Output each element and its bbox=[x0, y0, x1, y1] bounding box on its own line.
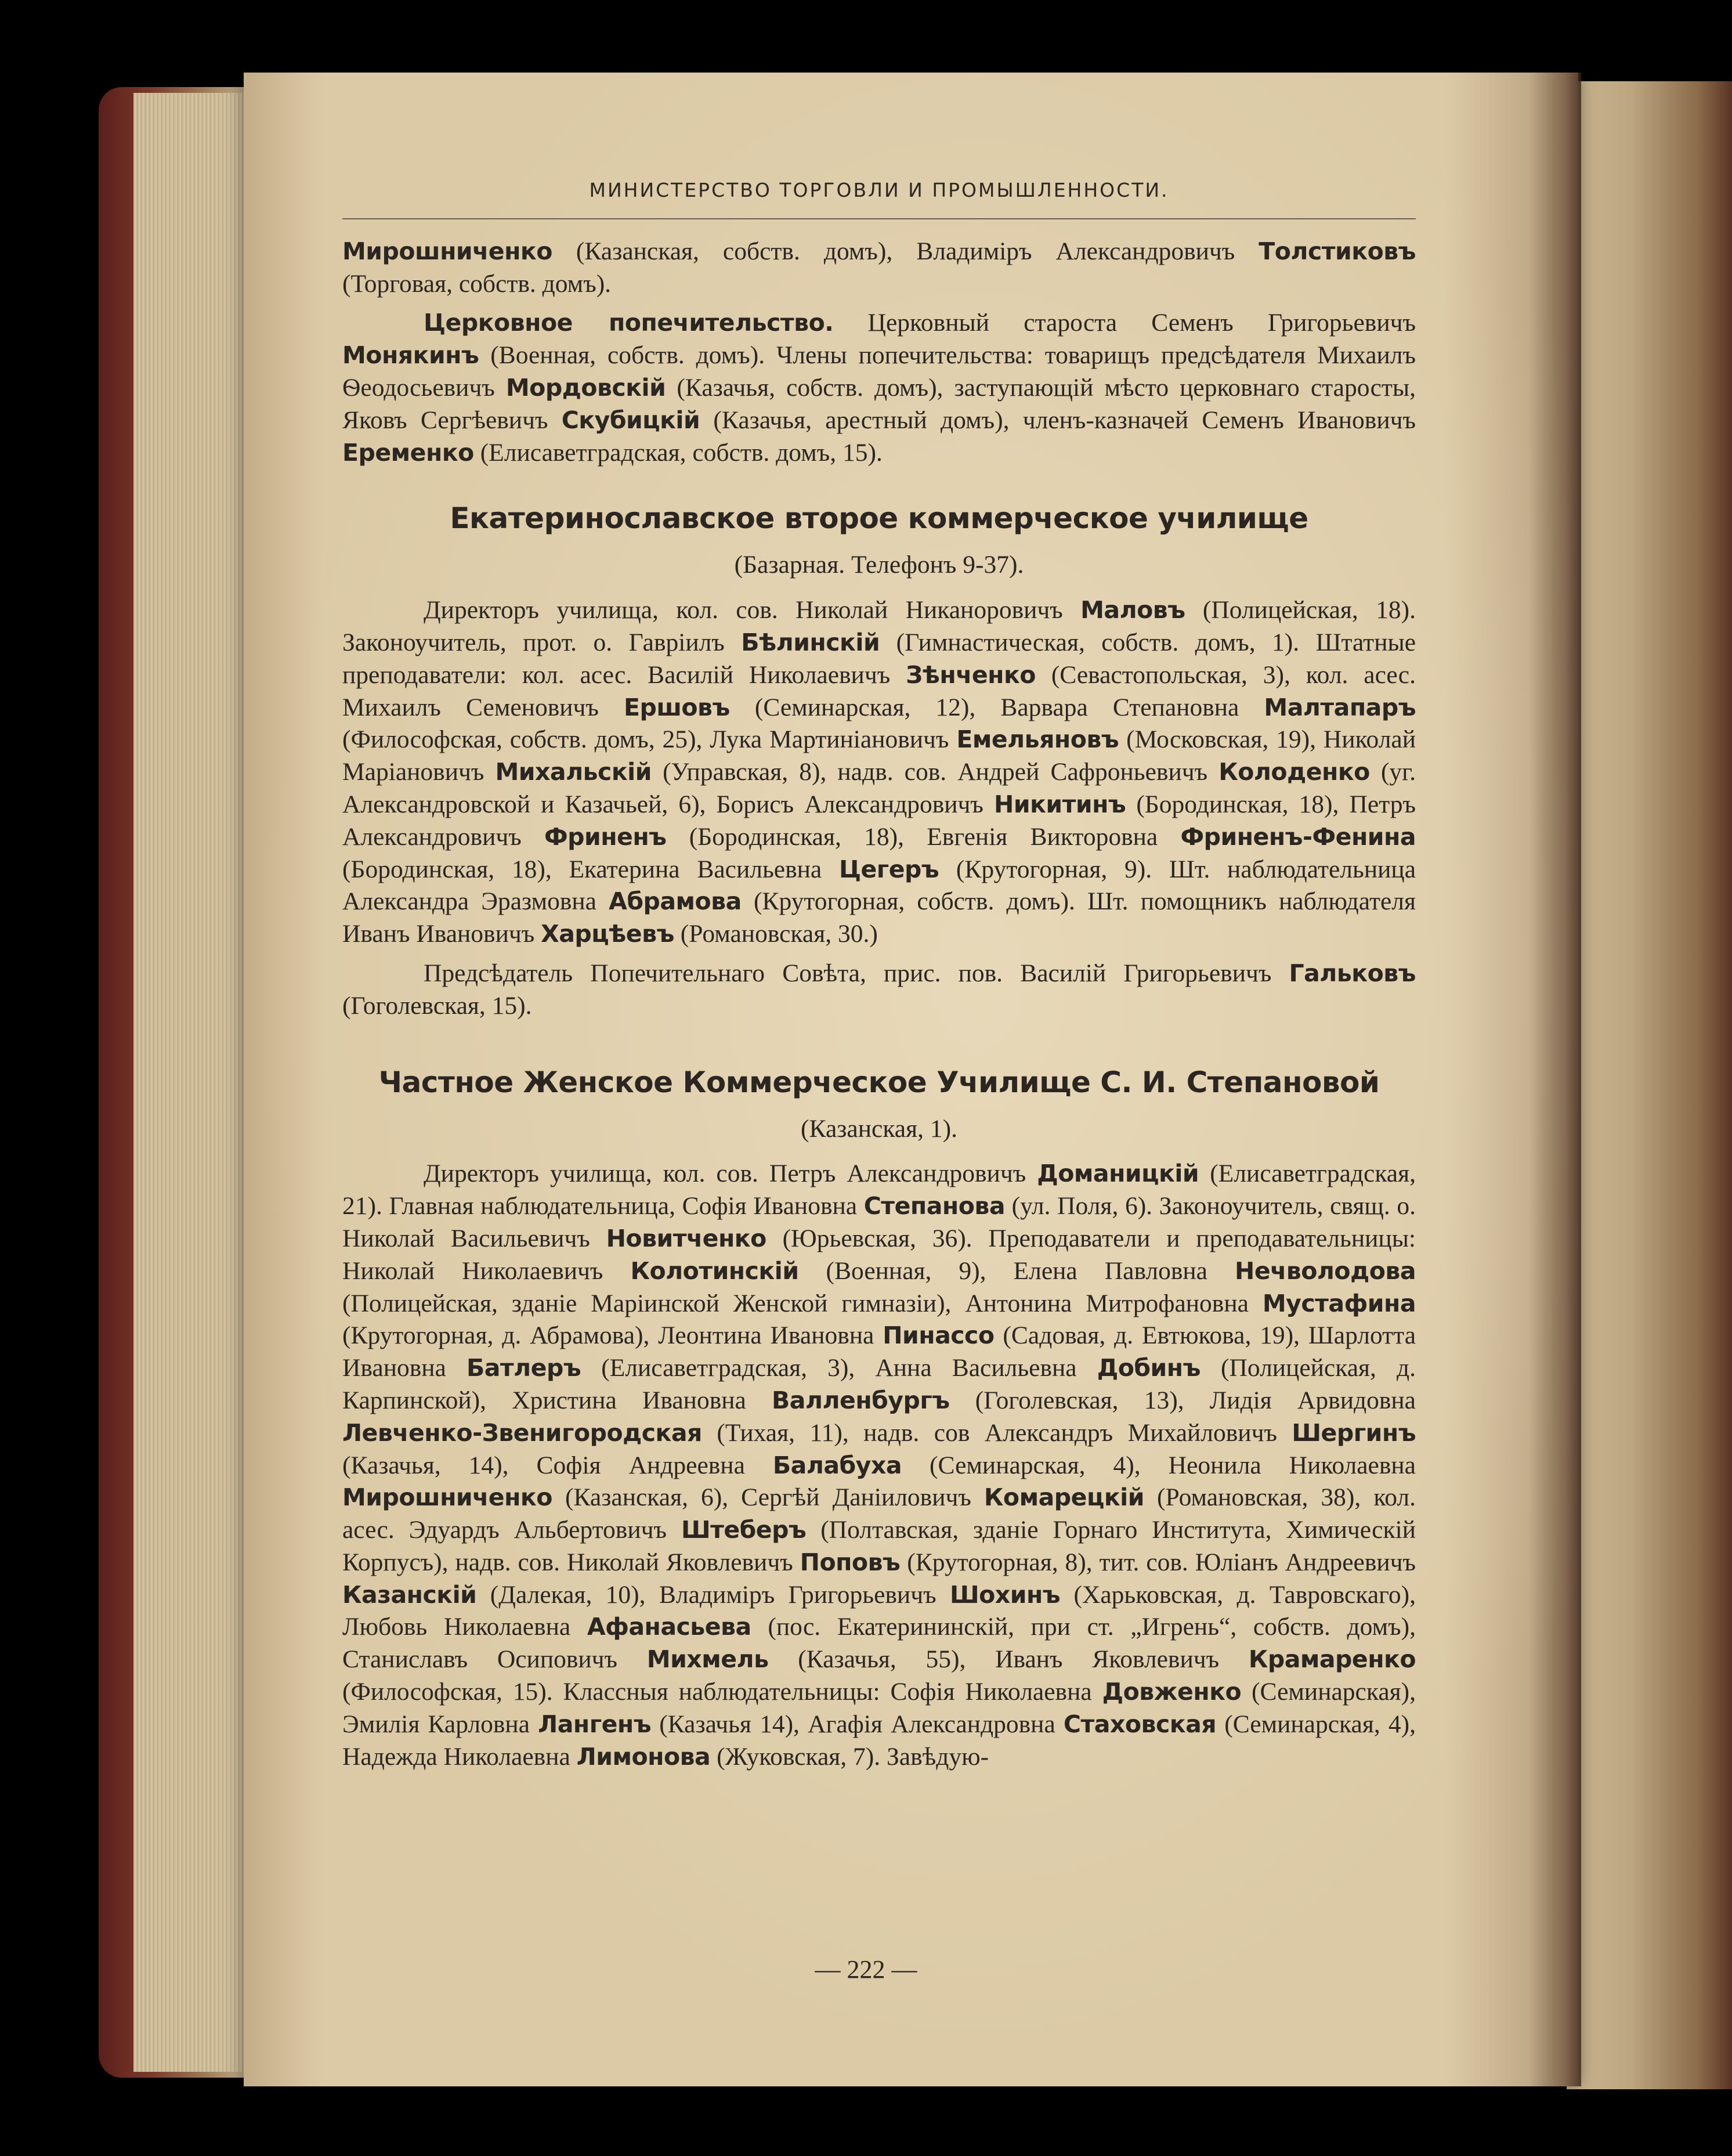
surname: Лимонова bbox=[576, 1742, 711, 1771]
surname: Валленбургъ bbox=[772, 1386, 950, 1414]
section-title-1: Екатеринославское второе коммерческое училище bbox=[450, 501, 1308, 536]
surname: Зѣнченко bbox=[906, 660, 1036, 689]
surname: Левченко-Звенигородская bbox=[342, 1418, 702, 1447]
surname: Маловъ bbox=[1080, 596, 1185, 624]
running-head: МИНИСТЕРСТВО ТОРГОВЛИ И ПРОМЫШЛЕННОСТИ. bbox=[342, 174, 1416, 219]
surname: Толстиковъ bbox=[1259, 237, 1416, 265]
surname: Бѣлинскій bbox=[741, 628, 880, 656]
surname: Колотинскій bbox=[630, 1256, 799, 1285]
section2-paragraph-1: Директоръ училища, кол. сов. Петръ Александровичъ Доманицкій (Елисаветградская, 21). Главная наблюдательница, Софія Ивановна Степанова (ул. Поля, 6). Законоучитель, свящ. о. Николай Васильевичъ Новитченко (Юрьевская, 36). Преподаватели и преподавательницы: Николай Николаевичъ Колотинскій (Военная, 9), Елена Павловна Нечволодова (Полицейская, зданіе Маріинской Женской гимназіи), Антонина Митрофановна Мустафина (Крутогорная, д. Абрамова), Леонтина Ивановна Пинассо (Садовая, д. Евтюкова, 19), Шарлотта Ивановна Батлеръ (Елисаветградская, 3), Анна Васильевна Добинъ (Полицейская, д. Карпинской), Христина Ивановна Валленбургъ (Гоголевская, 13), Лидія Арвидовна Левченко-Звенигородская (Тихая, 11), надв. сов Александръ Михайловичъ Шергинъ (Казачья, 14), Софія Андреевна Балабуха (Семинарская, 4), Неонила Николаевна Мирошниченко (Казанская, 6), Сергѣй Даніиловичъ Комарецкій (Романовская, 38), кол. асес. Эдуардъ Альбертовичъ Штеберъ (Полтавская, зданіе Горнаго Института, Химическій Корпусъ), надв. сов. Николай Яковлевичъ Поповъ (Крутогорная, 8), тит. сов. Юліанъ Андреевичъ Казанскій (Далекая, 10), Владиміръ Григорьевичъ Шохинъ (Харьковская, д. Тавровскаго), Любовь Николаевна Афанасьева (пос. Екатерининскій, при ст. „Игрень“, собств. домъ), Станиславъ Осиповичъ Михмель (Казачья, 55), Иванъ Яковлевичъ Крамаренко (Философская, 15). Классныя наблюдательницы: Софія Николаевна Довженко (Семинарская), Эмилія Карловна Лангенъ (Казачья 14), Агафія Александровна Стаховская (Семинарская, 4), Надежда Николаевна Лимонова (Жуковская, 7). Завѣдую- bbox=[342, 1160, 1416, 1771]
surname: Никитинъ bbox=[994, 790, 1126, 818]
surname: Новитченко bbox=[606, 1224, 766, 1252]
surname: Мирошниченко bbox=[342, 237, 552, 265]
surname: Пинассо bbox=[883, 1321, 995, 1350]
surname: Фриненъ bbox=[544, 822, 667, 851]
intro-paragraph-1: Мирошниченко (Казанская, собств. домъ), Владиміръ Александровичъ Толстиковъ (Торговая, собств. домъ). bbox=[342, 237, 1416, 298]
surname: Ершовъ bbox=[623, 693, 730, 721]
surname: Фриненъ-Фенина bbox=[1180, 822, 1416, 851]
surname: Казанскій bbox=[342, 1580, 477, 1609]
subheading: Церковное попечительство. bbox=[424, 309, 834, 337]
surname: Доманицкій bbox=[1037, 1160, 1199, 1188]
surname: Шохинъ bbox=[949, 1580, 1061, 1609]
surname: Нечволодова bbox=[1235, 1256, 1416, 1285]
page-number: — 222 — bbox=[815, 1955, 917, 1984]
surname: Стаховская bbox=[1063, 1710, 1217, 1738]
section1-paragraph-1: Директоръ училища, кол. сов. Николай Никаноровичъ Маловъ (Полицейская, 18). Законоучитель, прот. о. Гавріилъ Бѣлинскій (Гимнастическая, собств. домъ, 1). Штатные преподаватели: кол. асес. Василій Николаевичъ Зѣнченко (Севастопольская, 3), кол. асес. Михаилъ Семеновичъ Ершовъ (Семинарская, 12), Варвара Степановна Малтапаръ (Философская, собств. домъ, 25), Лука Мартиніановичъ Емельяновъ (Московская, 19), Николай Маріановичъ Михальскій (Управская, 8), надв. сов. Андрей Сафроньевичъ Колоденко (уг. Александровской и Казачьей, 6), Борисъ Александровичъ Никитинъ (Бородинская, 18), Петръ Александровичъ Фриненъ (Бородинская, 18), Евгенія Викторовна Фриненъ-Фенина (Бородинская, 18), Екатерина Васильевна Цегеръ (Крутогорная, 9). Шт. наблюдательница Александра Эразмовна Абрамова (Крутогорная, собств. домъ). Шт. помощникъ наблюдателя Иванъ Ивановичъ Харцѣевъ (Романовская, 30.) bbox=[342, 596, 1416, 948]
surname: Абрамова bbox=[609, 887, 742, 916]
intro-paragraph-2: Церковное попечительство. Церковный староста Семенъ Григорьевичъ Монякинъ (Военная, собств. домъ). Члены попечительства: товарищъ предсѣдателя Михаилъ Ѳеодосьевичъ Мордовскій (Казачья, собств. домъ), заступающій мѣсто церковнаго старосты, Яковъ Сергѣевичъ Скубицкій (Казачья, арестный домъ), членъ-казначей Семенъ Ивановичъ Еременко (Елисаветградская, собств. домъ, 15). bbox=[342, 309, 1416, 467]
surname: Колоденко bbox=[1218, 758, 1370, 786]
surname: Гальковъ bbox=[1289, 959, 1416, 987]
surname: Цегеръ bbox=[838, 855, 939, 883]
section-address-1: (Базарная. Телефонъ 9-37). bbox=[734, 551, 1024, 579]
section-title-2: Частное Женское Коммерческое Училище С. И. Степановой bbox=[378, 1065, 1380, 1099]
surname: Харцѣевъ bbox=[541, 920, 674, 948]
section1-paragraph-2: Предсѣдатель Попечительнаго Совѣта, прис. пов. Василій Григорьевичъ Гальковъ (Гоголевская, 15). bbox=[342, 959, 1416, 1020]
surname: Малтапаръ bbox=[1264, 693, 1416, 721]
surname: Михальскій bbox=[495, 758, 652, 786]
surname: Афанасьева bbox=[587, 1613, 751, 1641]
surname: Мустафина bbox=[1262, 1289, 1416, 1317]
section-address-2: (Казанская, 1). bbox=[801, 1114, 957, 1143]
surname: Мирошниченко bbox=[342, 1483, 552, 1512]
surname: Степанова bbox=[863, 1192, 1005, 1220]
surname: Батлеръ bbox=[466, 1354, 581, 1382]
book-gutter-shadow bbox=[1529, 73, 1581, 2086]
surname: Михмель bbox=[646, 1645, 769, 1674]
surname: Балабуха bbox=[772, 1451, 902, 1479]
surname: Скубицкій bbox=[561, 406, 700, 434]
surname: Еременко bbox=[342, 438, 474, 467]
page-text bbox=[342, 174, 1416, 1773]
surname: Комарецкій bbox=[983, 1483, 1144, 1512]
surname: Крамаренко bbox=[1248, 1645, 1416, 1674]
surname: Довженко bbox=[1102, 1678, 1242, 1706]
book-next-page-edge bbox=[1567, 81, 1732, 2089]
surname: Лангенъ bbox=[538, 1710, 652, 1738]
surname: Монякинъ bbox=[342, 341, 479, 370]
surname: Мордовскій bbox=[505, 373, 666, 402]
surname: Поповъ bbox=[800, 1548, 901, 1576]
surname: Штеберъ bbox=[681, 1516, 807, 1544]
surname: Добинъ bbox=[1097, 1354, 1201, 1382]
surname: Емельяновъ bbox=[956, 725, 1119, 754]
surname: Шергинъ bbox=[1292, 1418, 1416, 1447]
